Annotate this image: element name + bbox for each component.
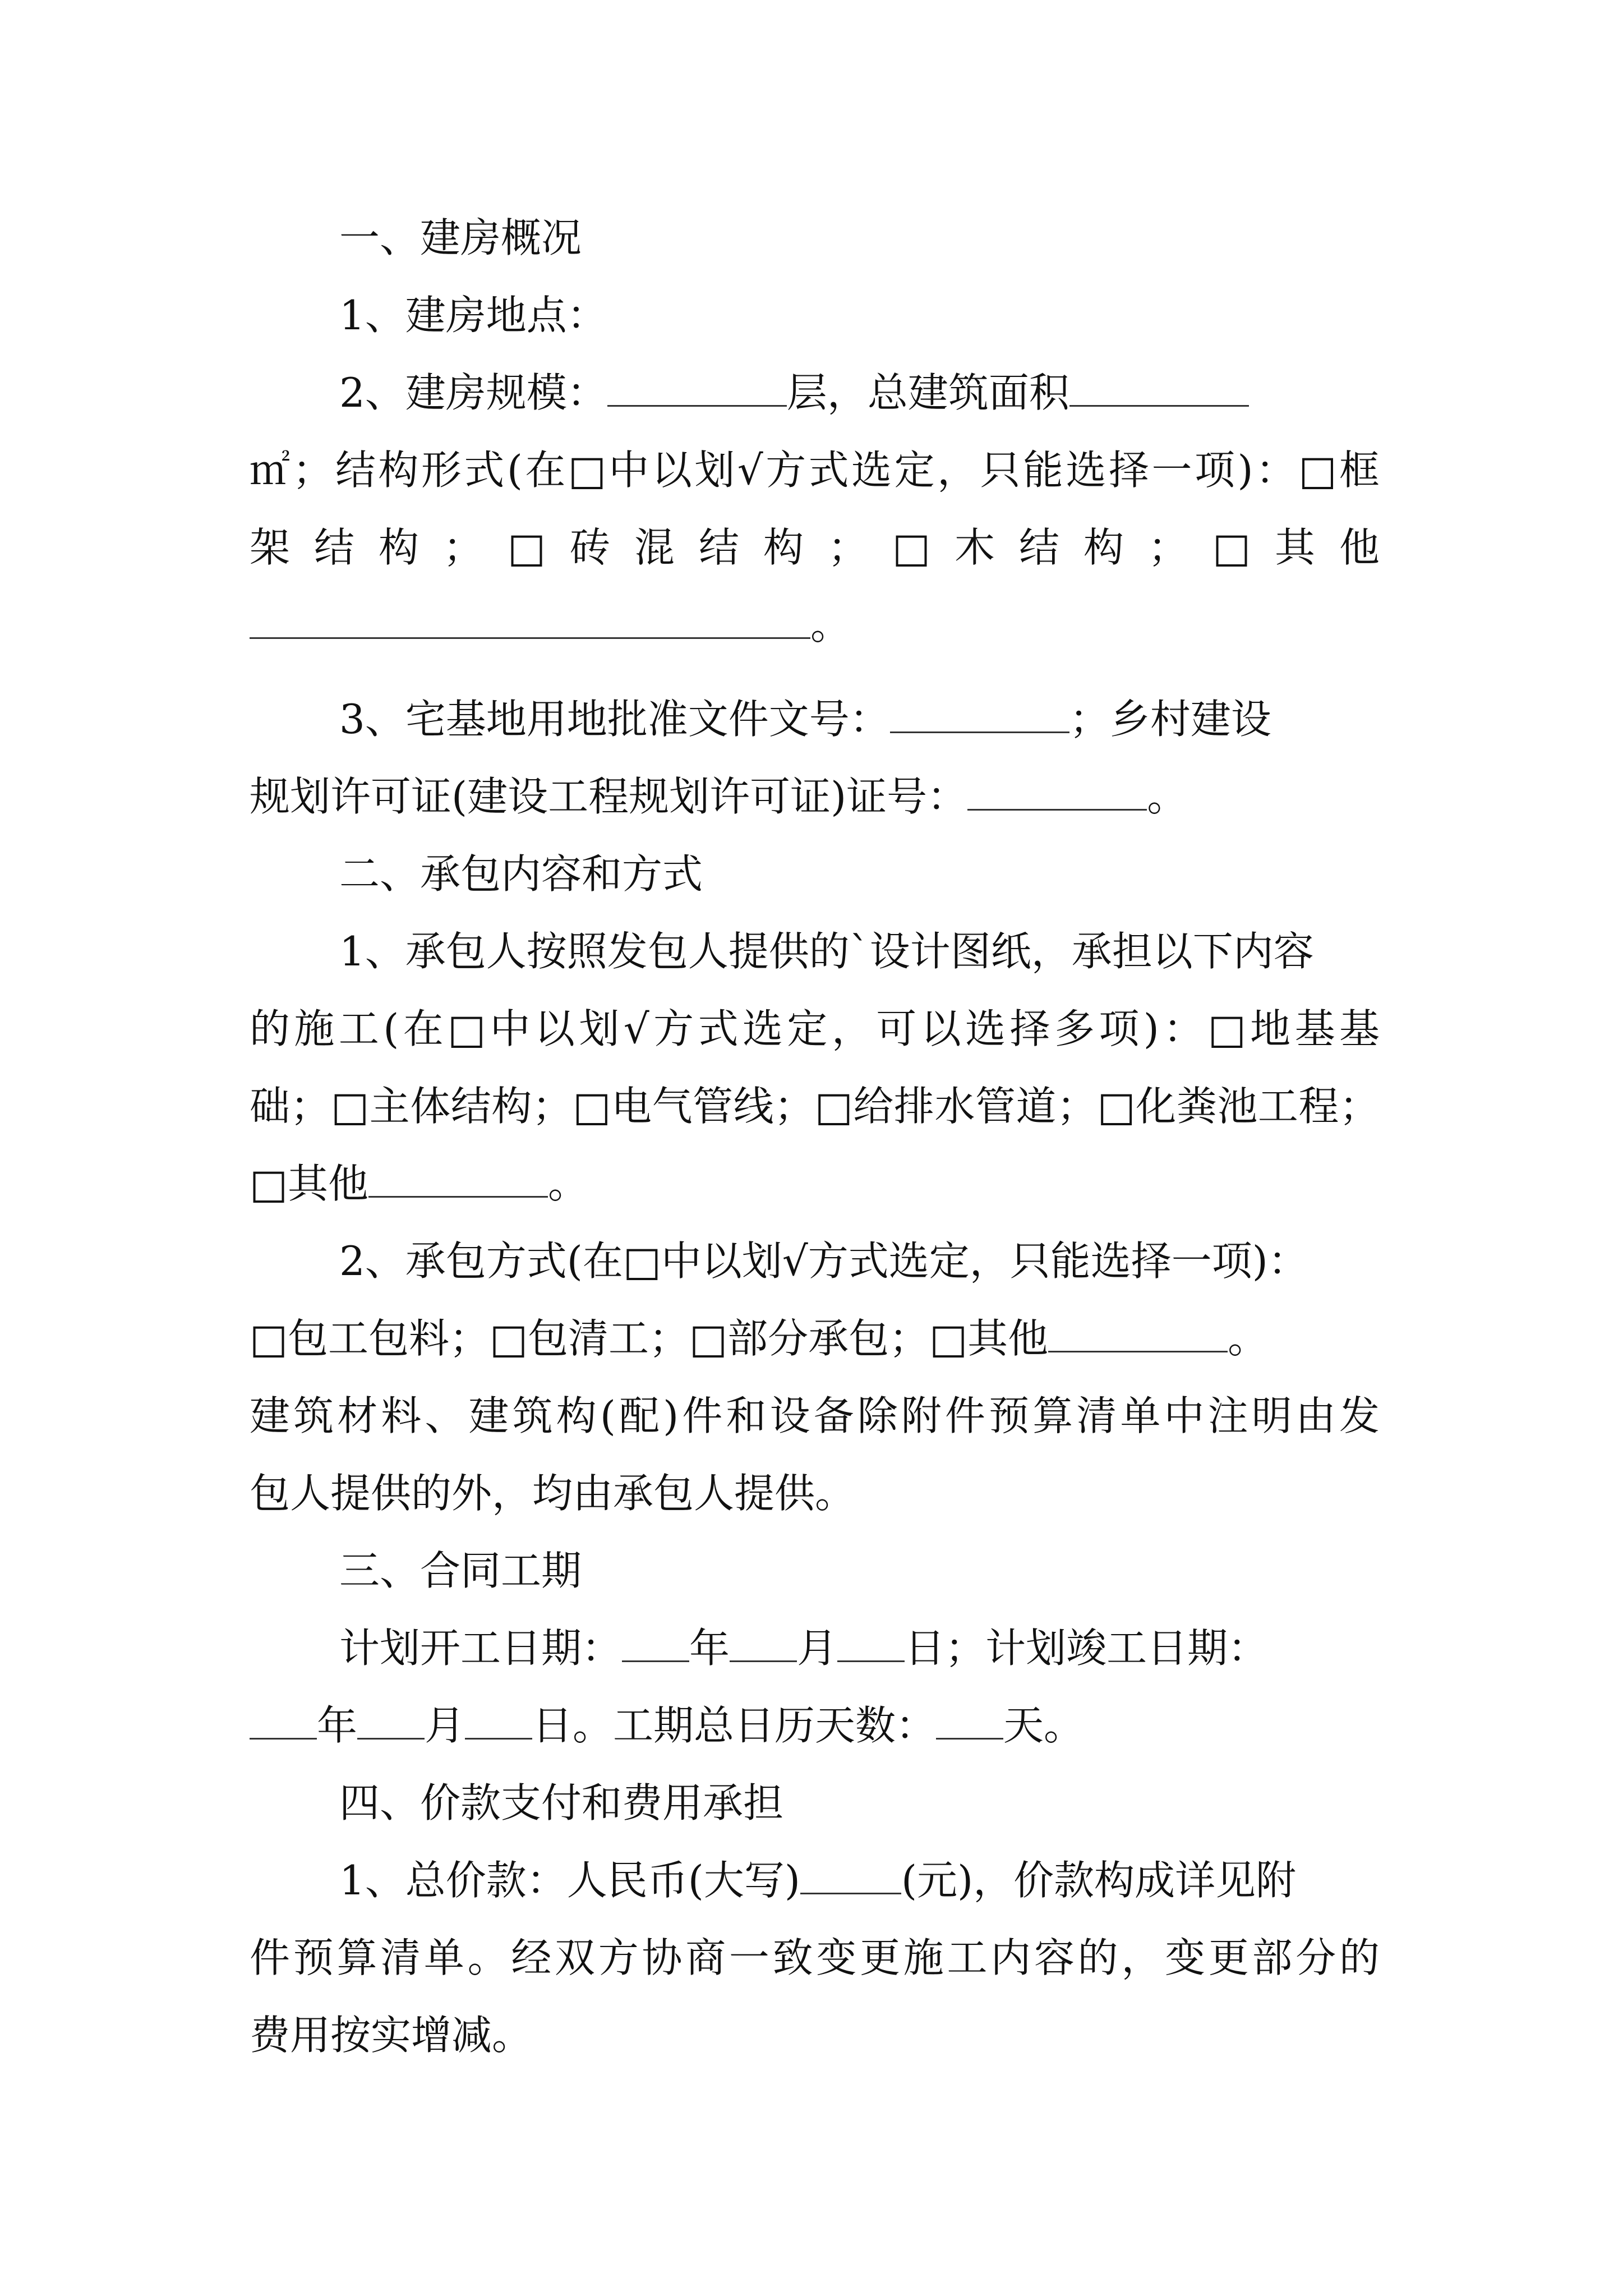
section-1-heading — [250, 199, 1380, 277]
text: 2、承包方式(在□中以划√方式选定，只能选择一项)： — [339, 1237, 1308, 1285]
contract-content-line-3 — [250, 1068, 1380, 1145]
contract-body — [250, 199, 1380, 2074]
text: □包工包料；□包清工；□部分承包；□其他 — [250, 1315, 1049, 1362]
label: ；乡村建设 — [1069, 696, 1271, 743]
start-year-blank[interactable] — [622, 1627, 689, 1662]
text: 包人提供的外，均由承包人提供。 — [250, 1470, 856, 1517]
start-month-blank[interactable] — [730, 1627, 797, 1662]
start-day-blank[interactable] — [837, 1627, 905, 1662]
build-scale-line — [250, 354, 1380, 431]
label: 层，总建筑面积 — [786, 369, 1069, 416]
section-4-heading — [250, 1764, 1380, 1842]
text: 。 — [1228, 1315, 1269, 1362]
method-other-blank[interactable] — [1048, 1317, 1228, 1352]
structure-options-line — [250, 509, 1380, 586]
label: 天。 — [1003, 1702, 1085, 1749]
end-day-blank[interactable] — [465, 1704, 532, 1740]
text: 础；□主体结构；□电气管线；□给排水管道；□化粪池工程； — [250, 1083, 1380, 1130]
materials-line-2 — [250, 1455, 1380, 1532]
label: (元)，价款构成详见附 — [901, 1857, 1297, 1904]
label: ；计划竣工日期： — [945, 1625, 1269, 1672]
planning-permit-line — [250, 758, 1380, 835]
heading-text: 三、合同工期 — [339, 1547, 582, 1594]
total-days-blank[interactable] — [936, 1704, 1003, 1740]
contract-content-line-1 — [250, 913, 1380, 990]
text: 。 — [810, 601, 851, 648]
contract-method-line-1 — [250, 1222, 1380, 1300]
contract-content-line-4 — [250, 1145, 1380, 1222]
permit-number-blank[interactable] — [967, 775, 1147, 811]
total-price-line-2 — [250, 1919, 1380, 1996]
price-amount-blank[interactable] — [800, 1859, 901, 1894]
day-label: 日 — [905, 1625, 946, 1672]
heading-text: 一、建房概况 — [339, 214, 582, 261]
label: 日。工期总日历天数： — [532, 1702, 937, 1749]
content-other-blank[interactable] — [368, 1162, 548, 1198]
homestead-approval-line — [250, 680, 1380, 758]
structure-other-line — [250, 586, 1380, 664]
label: 1、总价款：人民币(大写) — [339, 1857, 800, 1904]
year-label: 年 — [689, 1625, 730, 1672]
structure-type-line — [250, 431, 1380, 509]
year-label: 年 — [317, 1702, 358, 1749]
text: 。 — [1147, 773, 1188, 820]
build-location-line — [250, 277, 1380, 354]
text: 件预算清单。经双方协商一致变更施工内容的，变更部分的 — [250, 1934, 1380, 1981]
contract-content-line-2 — [250, 990, 1380, 1068]
structure-other-blank[interactable] — [250, 604, 810, 639]
heading-text: 二、承包内容和方式 — [339, 850, 703, 898]
section-2-heading — [250, 835, 1380, 913]
text: 。 — [548, 1160, 589, 1207]
end-year-blank[interactable] — [250, 1704, 317, 1740]
month-label: 月 — [797, 1625, 838, 1672]
label: 计划开工日期： — [339, 1625, 623, 1672]
text: ㎡；结构形式(在□中以划√方式选定，只能选择一项)：□框 — [250, 447, 1380, 494]
label: 3、宅基地用地批准文件文号： — [339, 696, 890, 743]
schedule-line-1 — [250, 1609, 1380, 1687]
total-price-line-3 — [250, 1996, 1380, 2074]
label: 1、建房地点： — [339, 292, 607, 339]
contract-method-line-2 — [250, 1300, 1380, 1377]
schedule-line-2 — [250, 1687, 1380, 1764]
month-label: 月 — [425, 1702, 465, 1749]
approval-number-blank[interactable] — [890, 698, 1069, 733]
floors-blank[interactable] — [607, 371, 787, 407]
label: 2、建房规模： — [339, 369, 607, 416]
area-blank[interactable] — [1069, 371, 1249, 407]
text: 建筑材料、建筑构(配)件和设备除附件预算清单中注明由发 — [250, 1392, 1380, 1439]
text: 1、承包人按照发包人提供的`设计图纸，承担以下内容 — [339, 928, 1314, 975]
total-price-line-1 — [250, 1842, 1380, 1919]
end-month-blank[interactable] — [357, 1704, 425, 1740]
section-3-heading — [250, 1532, 1380, 1609]
text: 的施工(在□中以划√方式选定，可以选择多项)：□地基基 — [250, 1005, 1380, 1052]
heading-text: 四、价款支付和费用承担 — [339, 1779, 784, 1826]
label: 规划许可证(建设工程规划许可证)证号： — [250, 773, 968, 820]
text: □其他 — [250, 1160, 369, 1207]
materials-line-1 — [250, 1377, 1380, 1455]
text: 架结构；□砖混结构；□木结构；□其他 — [250, 524, 1380, 571]
text: 费用按实增减。 — [250, 2012, 533, 2059]
